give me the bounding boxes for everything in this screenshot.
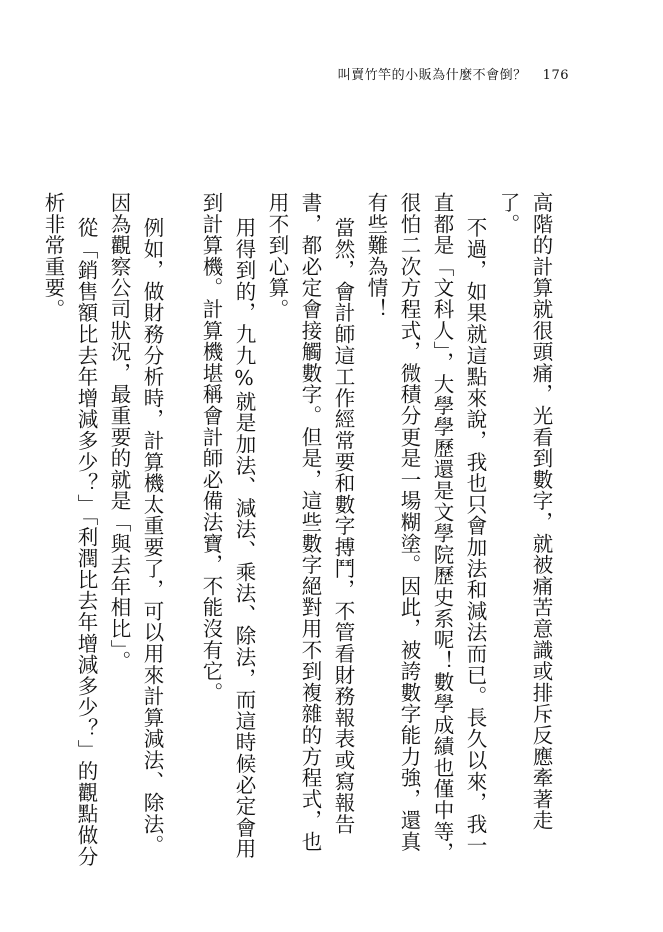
paragraph-5: 例如，做財務分析時，計算機太重要了，可以用來計算減法、除法。因為觀察公司狀況，最重要的就是「與去年相比」。: [107, 192, 164, 856]
running-header: [338, 64, 569, 83]
paragraph-3: 當然，會計師這工作經常要和數字搏鬥，不管看財務報表或寫報告書，都必定會接觸數字。但是，這些數字絕對用不到複雜的方程式，也用不到心算。: [265, 192, 355, 853]
paragraph-1: 高階的計算就很頭痛，光看到數字，就被痛苦意識或排斥反應牽著走了。: [496, 192, 553, 831]
running-title: 叫賣竹竿的小販為什麼不會倒？: [337, 68, 527, 83]
paragraph-4: 用得到的，九九%就是加法、減法、乘法、除法，而這時候必定會用到計算機。計算機堪稱會計師必備法寶，不能沒有它。: [199, 192, 256, 860]
paragraph-2: 不過，如果就這點來說，我也只會加法和減法而已。長久以來，我一直都是「文科人」，大學學歷還是文學院歷史系呢！數學成績也僅中等，很怕二次方程式，微積分更是一場糊塗。因此，被誇數字能力強，還真有些難為情！: [364, 192, 487, 864]
page-number: 176: [542, 68, 569, 83]
paragraph-6: 從「銷售額比去年增減多少？」「利潤比去年增減多少？」的觀點做分析非常重要。: [41, 192, 98, 867]
body-text: [36, 192, 557, 872]
paragraph-gap: [168, 192, 194, 872]
